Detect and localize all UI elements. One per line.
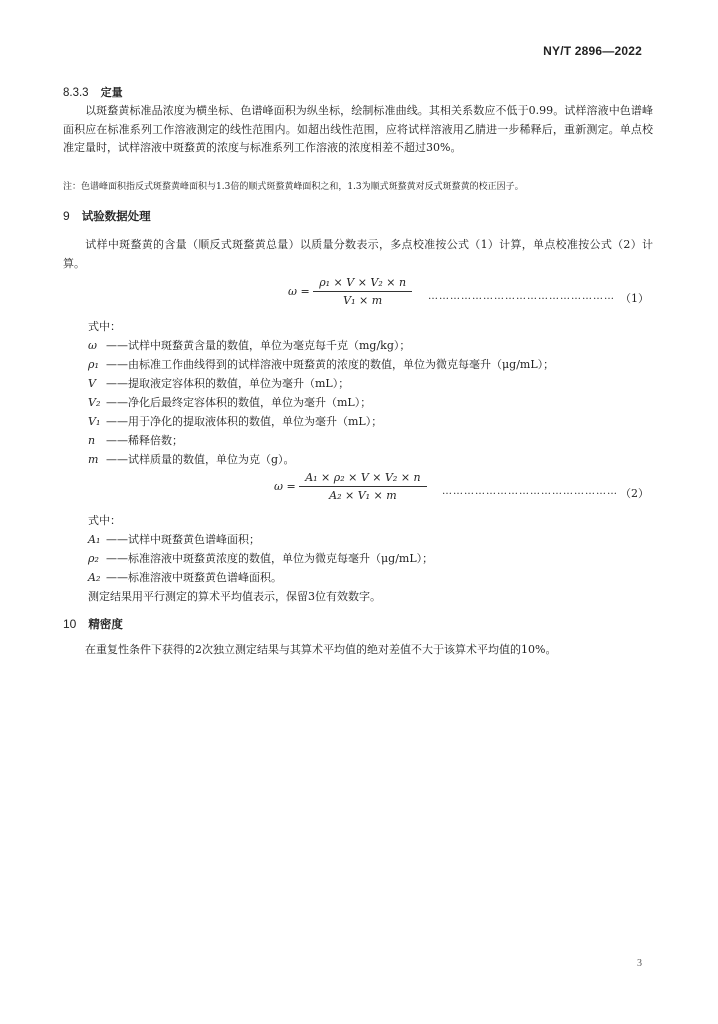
section-heading-9 <box>63 208 151 224</box>
paragraph-text: 试样中斑蝥黄的含量（顺反式斑蝥黄总量）以质量分数表示，多点校准按公式（1）计算，单点校准按公式（2）计算。 <box>63 238 653 270</box>
paragraph-data-processing <box>63 236 653 273</box>
formula-denominator: A₂ × V₁ × m <box>329 489 397 502</box>
section-title: 试验数据处理 <box>81 209 151 223</box>
formula-fraction <box>299 471 426 502</box>
note-peak-area: 注：色谱峰面积指反式斑蝥黄峰面积与1.3倍的顺式斑蝥黄峰面积之和，1.3为顺式斑蝥黄对反式斑蝥黄的校正因子。 <box>63 182 524 192</box>
formula-1 <box>288 276 412 307</box>
section-title: 精密度 <box>88 617 123 631</box>
where-label-2: 式中： <box>88 514 121 527</box>
section-number: 8.3.3 <box>63 87 89 99</box>
paragraph-precision <box>63 641 653 660</box>
where2-item-0: A₁ ——试样中斑蝥黄色谱峰面积； <box>88 533 260 546</box>
where1-item-1: ρ₁ ——由标准工作曲线得到的试样溶液中斑蝥黄的浓度的数值，单位为微克每毫升（μg/mL）； <box>88 358 555 371</box>
where1-item-5: n ——稀释倍数； <box>88 434 183 447</box>
formula-denominator: V₁ × m <box>343 294 383 307</box>
page-number: 3 <box>637 958 642 969</box>
where-label-1: 式中： <box>88 320 121 333</box>
formula-numerator: ρ₁ × V × V₂ × n <box>313 276 412 292</box>
formula-1-leader-dots: …………………………………………… <box>428 291 615 302</box>
where1-item-6: m ——试样质量的数值，单位为克（g）。 <box>88 453 295 466</box>
paragraph-quantification <box>63 102 653 158</box>
formula-numerator: A₁ × ρ₂ × V × V₂ × n <box>299 471 426 487</box>
where1-item-3: V₂ ——净化后最终定容体积的数值，单位为毫升（mL）； <box>88 396 372 409</box>
formula-fraction <box>313 276 412 307</box>
paragraph-text: 在重复性条件下获得的2次独立测定结果与其算术平均值的绝对差值不大于该算术平均值的10%。 <box>85 643 557 656</box>
section-heading-8-3-3 <box>63 84 123 100</box>
section-heading-10 <box>63 616 123 632</box>
section-number: 10 <box>63 617 77 631</box>
formula-2-label: （2） <box>620 487 649 500</box>
where2-item-1: ρ₂ ——标准溶液中斑蝥黄浓度的数值，单位为微克每毫升（μg/mL）； <box>88 552 434 565</box>
where1-item-4: V₁ ——用于净化的提取液体积的数值，单位为毫升（mL）； <box>88 415 383 428</box>
result-statement: 测定结果用平行测定的算术平均值表示，保留3位有效数字。 <box>88 590 381 603</box>
formula-1-label: （1） <box>620 292 649 305</box>
where2-item-2: A₂ ——标准溶液中斑蝥黄色谱峰面积。 <box>88 571 282 584</box>
formula-lhs: ω = <box>288 285 310 298</box>
section-title: 定量 <box>100 86 123 99</box>
formula-2-leader-dots: ………………………………………… <box>442 486 618 497</box>
formula-lhs: ω = <box>274 480 296 493</box>
paragraph-text: 以斑蝥黄标准品浓度为横坐标、色谱峰面积为纵坐标，绘制标准曲线。其相关系数应不低于0.99。试样溶液中色谱峰面积应在标准系列工作溶液测定的线性范围内。如超出线性范围，应将试样溶液用乙腈进一步稀释后，重新测定。单点校准定量时，试样溶液中斑蝥黄的浓度与标准系列工作溶液的浓度相差不超过30%。 <box>63 104 653 154</box>
standard-code: NY/T 2896—2022 <box>543 44 642 58</box>
where1-item-0: ω ——试样中斑蝥黄含量的数值，单位为毫克每千克（mg/kg）； <box>88 339 411 352</box>
formula-2 <box>274 471 427 502</box>
where1-item-2: V ——提取液定容体积的数值，单位为毫升（mL）； <box>88 377 350 390</box>
section-number: 9 <box>63 209 70 223</box>
